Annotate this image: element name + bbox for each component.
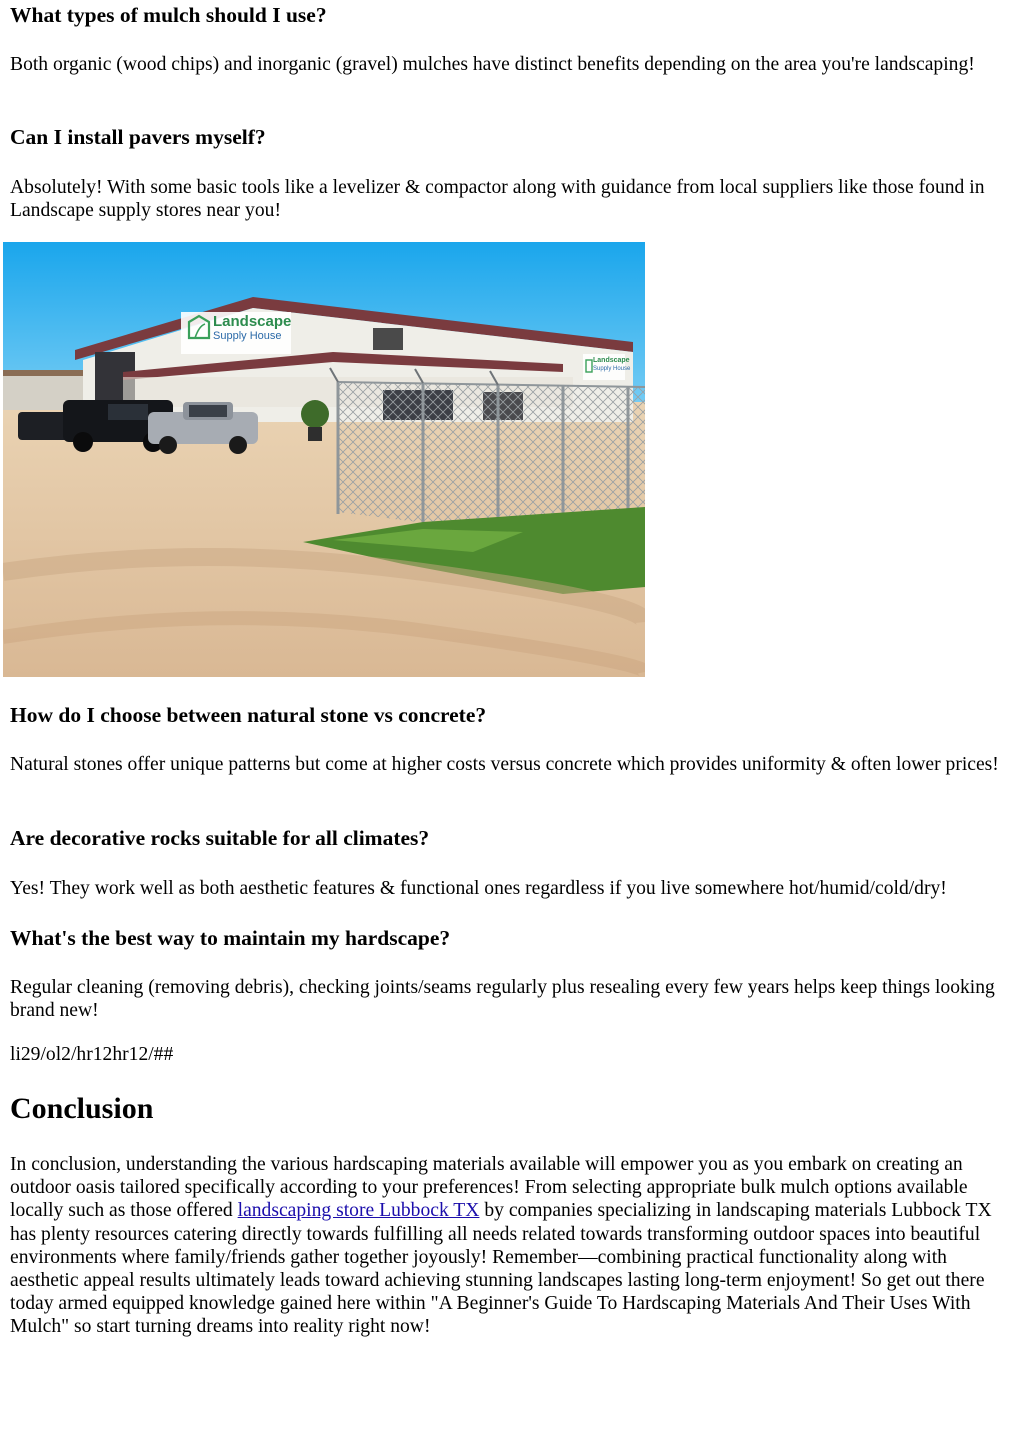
sign-text-main <box>213 315 291 343</box>
conclusion-text-before-link: In conclusion, understanding the various hardscaping materials available will empower you as you embark on creating an outdoor oasis tailored specifically according to your preferences! From selecting appropriate bulk mulch options available locally such as those offered <box>10 1154 968 1222</box>
faq-answer-rocks: Yes! They work well as both aesthetic features & functional ones regardless if you live somewhere hot/humid/cold/dry! <box>10 878 947 899</box>
faq-question-stone: How do I choose between natural stone vs concrete? <box>10 703 487 727</box>
sign-text-line2: Supply House <box>213 330 282 342</box>
landscaping-store-link[interactable]: landscaping store Lubbock TX <box>237 1200 480 1222</box>
sign-small-line1: Landscape <box>593 357 630 364</box>
conclusion-heading: Conclusion <box>10 1092 154 1125</box>
faq-question-rocks: Are decorative rocks suitable for all climates? <box>10 826 430 850</box>
sign-text-small <box>593 356 630 374</box>
faq-answer-pavers: Absolutely! With some basic tools like a levelizer & compactor along with guidance from local suppliers like those found in Landscape supply stores near you! <box>10 177 985 222</box>
stray-markup-text: li29/ol2/hr12hr12/## <box>10 1044 174 1065</box>
faq-answer-stone: Natural stones offer unique patterns but come at higher costs versus concrete which provides uniformity & often lower prices! <box>10 754 999 775</box>
chain-link-fence <box>330 368 645 532</box>
conclusion-text-after-link: by companies specializing in landscaping materials Lubbock TX has plenty resources catering directly towards fulfilling all needs related towards transforming outdoor spaces into beautiful environments where family/friends gather together joyously! Remember—combining practical functionality along with aesthetic appeal results ultimately leads toward achieving stunning landscapes lasting long-term enjoyment! So get out there today armed equipped knowledge gained here within "A Beginner's Guide To Hardscaping Materials And Their Uses With Mulch" so start turning dreams into reality right now! <box>10 1200 992 1338</box>
sign-small-line2: Supply House <box>593 366 631 372</box>
landscape-supply-house-photo <box>3 242 645 677</box>
faq-answer-maintain: Regular cleaning (removing debris), checking joints/seams regularly plus resealing every few years helps keep things looking brand new! <box>10 977 995 1022</box>
faq-question-maintain: What's the best way to maintain my hardscape? <box>10 926 451 950</box>
conclusion-paragraph <box>10 1153 1016 1339</box>
faq-answer-mulch: Both organic (wood chips) and inorganic (gravel) mulches have distinct benefits depending on the area you're landscaping! <box>10 54 975 75</box>
sign-text-line1: Landscape <box>213 313 292 330</box>
faq-question-mulch: What types of mulch should I use? <box>10 3 327 27</box>
faq-question-pavers: Can I install pavers myself? <box>10 125 266 149</box>
